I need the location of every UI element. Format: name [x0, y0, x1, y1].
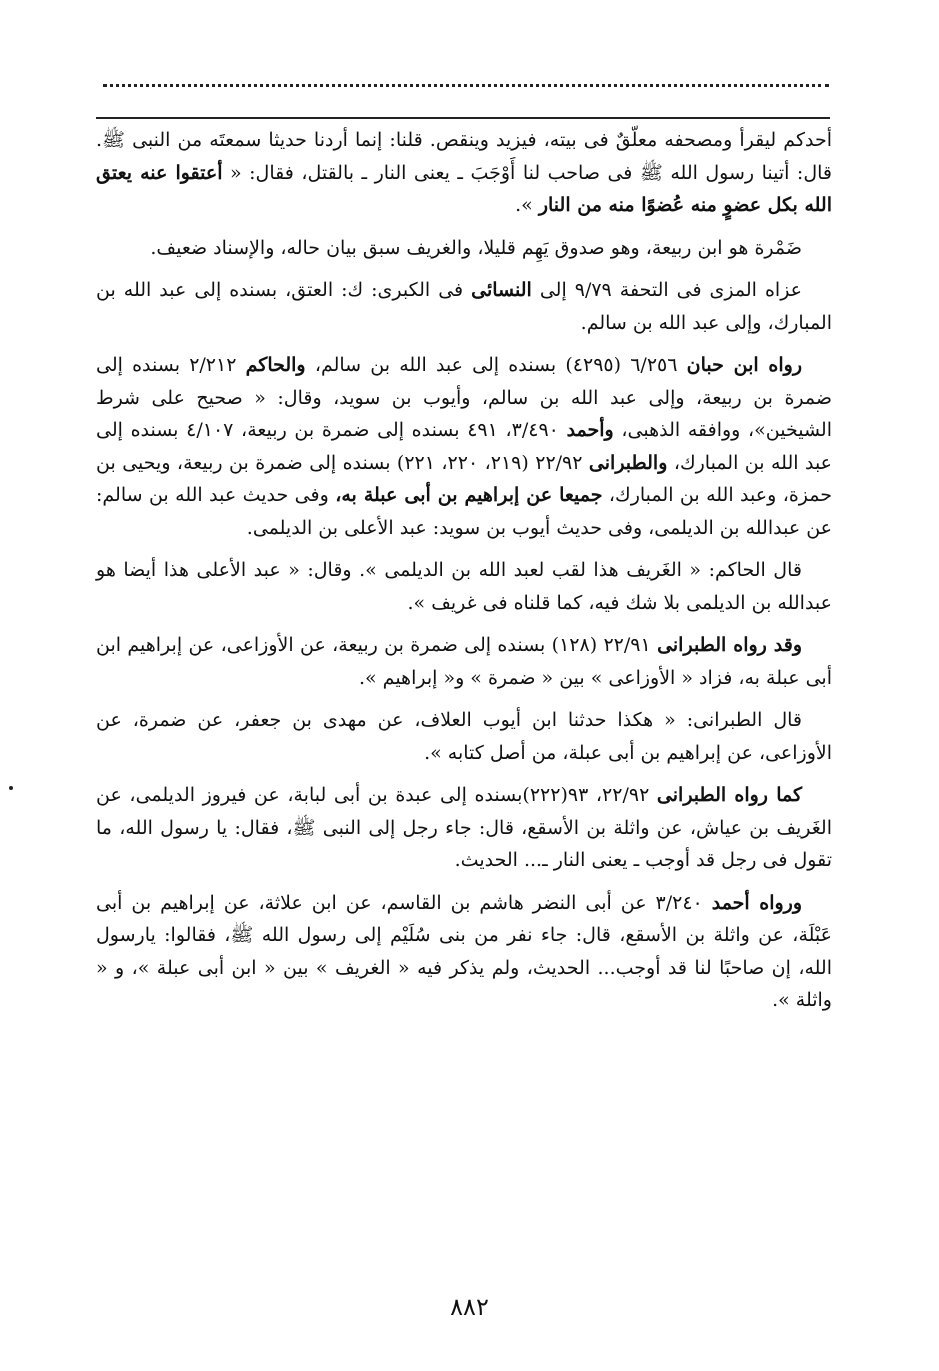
- bold-text-segment: كما رواه الطبرانى: [656, 784, 803, 806]
- text-segment: قال الحاكم: « الغَريف هذا لقب لعبد الله بن الديلمى ». وقال: « عبد الأعلى هذا أيضا هو عبدالله بن الديلمى بلا شك فيه، كما قلناه فى غريف ».: [96, 559, 832, 614]
- text-segment: أحدكم ليقرأ ومصحفه معلّقٌ فى بيته، فيزيد وينقص. قلنا: إنما أردنا حديثا سمعتَه من النبى ﷺ. قال: أتينا رسول الله ﷺ فى صاحب لنا أَوْجَبَ ـ يعنى النار ـ بالقتل، فقال: «: [96, 129, 832, 184]
- header-solid-rule: [96, 117, 830, 119]
- text-segment: ٦/٢٥٦ (٤٢٩٥) بسنده إلى عبد الله بن سالم،: [305, 354, 687, 376]
- bold-text-segment: والحاكم: [245, 354, 306, 376]
- bold-text-segment: وقد رواه الطبرانى: [657, 634, 802, 656]
- bold-text-segment: ورواه أحمد: [711, 891, 802, 914]
- text-segment: ٢/٢١٢ بسنده إلى ضمرة بن ربيعة، وإلى عبد الله بن سالم، وأيوب بن سويد، وقال: « صحيح على شرط الشيخين»، ووافقه الذهبى،: [96, 354, 832, 441]
- bold-text-segment: أعتقوا عنه يعتق الله بكل عضوٍ منه عُضوًا منه من النار: [96, 161, 832, 216]
- bold-text-segment: رواه ابن حبان: [686, 354, 803, 376]
- paragraph: [96, 274, 832, 339]
- bold-text-segment: وأحمد: [566, 419, 614, 441]
- text-segment: ضَمْرة هو ابن ربيعة، وهو صدوق يَهِم قليلا، والغريف سبق بيان حاله، والإسناد ضعيف.: [150, 236, 802, 259]
- paragraph: [96, 124, 832, 222]
- paragraph: [96, 629, 832, 694]
- header-dotted-rule: [103, 84, 829, 87]
- paragraph: [96, 349, 832, 544]
- paragraph: [96, 887, 832, 1017]
- text-segment: ٢٢/٩٢، ٩٣(٢٢٢)بسنده إلى عبدة بن أبى لبابة، عن فيروز الديلمى، عن الغَريف بن عياش، عن واثلة بن الأسقع، قال: جاء رجل إلى النبى ﷺ، فقال: يا رسول الله، ما تقول فى رجل قد أوجب ـ يعنى النار ـ... الحديث.: [96, 784, 832, 871]
- paragraph: [96, 554, 832, 619]
- paragraph: [96, 704, 832, 769]
- page-body: [96, 124, 832, 1027]
- paragraph: [96, 232, 832, 265]
- text-segment: فى الكبرى: ك: العتق، بسنده إلى عبد الله بن المبارك، وإلى عبد الله بن سالم.: [96, 279, 832, 334]
- paragraph: [96, 779, 832, 877]
- scan-speck: [9, 786, 13, 790]
- text-segment: ٣/٢٤٠ عن أبى النضر هاشم بن القاسم، عن ابن علاثة، عن إبراهيم بن أبى عَبْلَة، عن واثلة بن الأسقع، قال: جاء نفر من بنى سُلَيْم إلى رسول الله ﷺ، فقالوا: يارسول الله، إن صاحبًا لنا قد أوجب... الحديث، ولم يذكر فيه « الغريف » بين « ابن أبى عبلة »، و « واثلة ».: [96, 891, 832, 1011]
- bold-text-segment: النسائى: [471, 279, 532, 301]
- text-segment: وفى حديث عبد الله بن سالم: عن عبدالله بن الديلمى، وفى حديث أيوب بن سويد: عبد الأعلى بن الديلمى.: [96, 484, 832, 539]
- text-segment: ٢٢/٩٢ (٢١٩، ٢٢٠، ٢٢١) بسنده إلى ضمرة بن ربيعة، ويحيى بن حمزة، وعبد الله بن المبارك،: [96, 451, 832, 506]
- bold-text-segment: جميعا عن إبراهيم بن أبى عبلة به،: [335, 484, 603, 506]
- text-segment: قال الطبرانى: « هكذا حدثنا ابن أيوب العلاف، عن مهدى بن جعفر، عن ضمرة، عن الأوزاعى، عن إبراهيم بن أبى عبلة، من أصل كتابه ».: [96, 709, 832, 764]
- text-segment: ٣/٤٩٠، ٤٩١ بسنده إلى ضمرة بن ربيعة، ٤/١٠٧ بسنده إلى عبد الله بن المبارك،: [96, 419, 833, 474]
- bold-text-segment: والطبرانى: [588, 451, 668, 474]
- text-segment: ٢٢/٩١ (١٢٨) بسنده إلى ضمرة بن ربيعة، عن الأوزاعى، عن إبراهيم ابن أبى عبلة به، فزاد « الأوزاعى » بين « ضمرة » و« إبراهيم ».: [96, 634, 832, 689]
- text-segment: ».: [515, 194, 539, 216]
- page-number: ٨٨٢: [450, 1293, 489, 1321]
- text-segment: عزاه المزى فى التحفة ٩/٧٩ إلى: [531, 279, 803, 301]
